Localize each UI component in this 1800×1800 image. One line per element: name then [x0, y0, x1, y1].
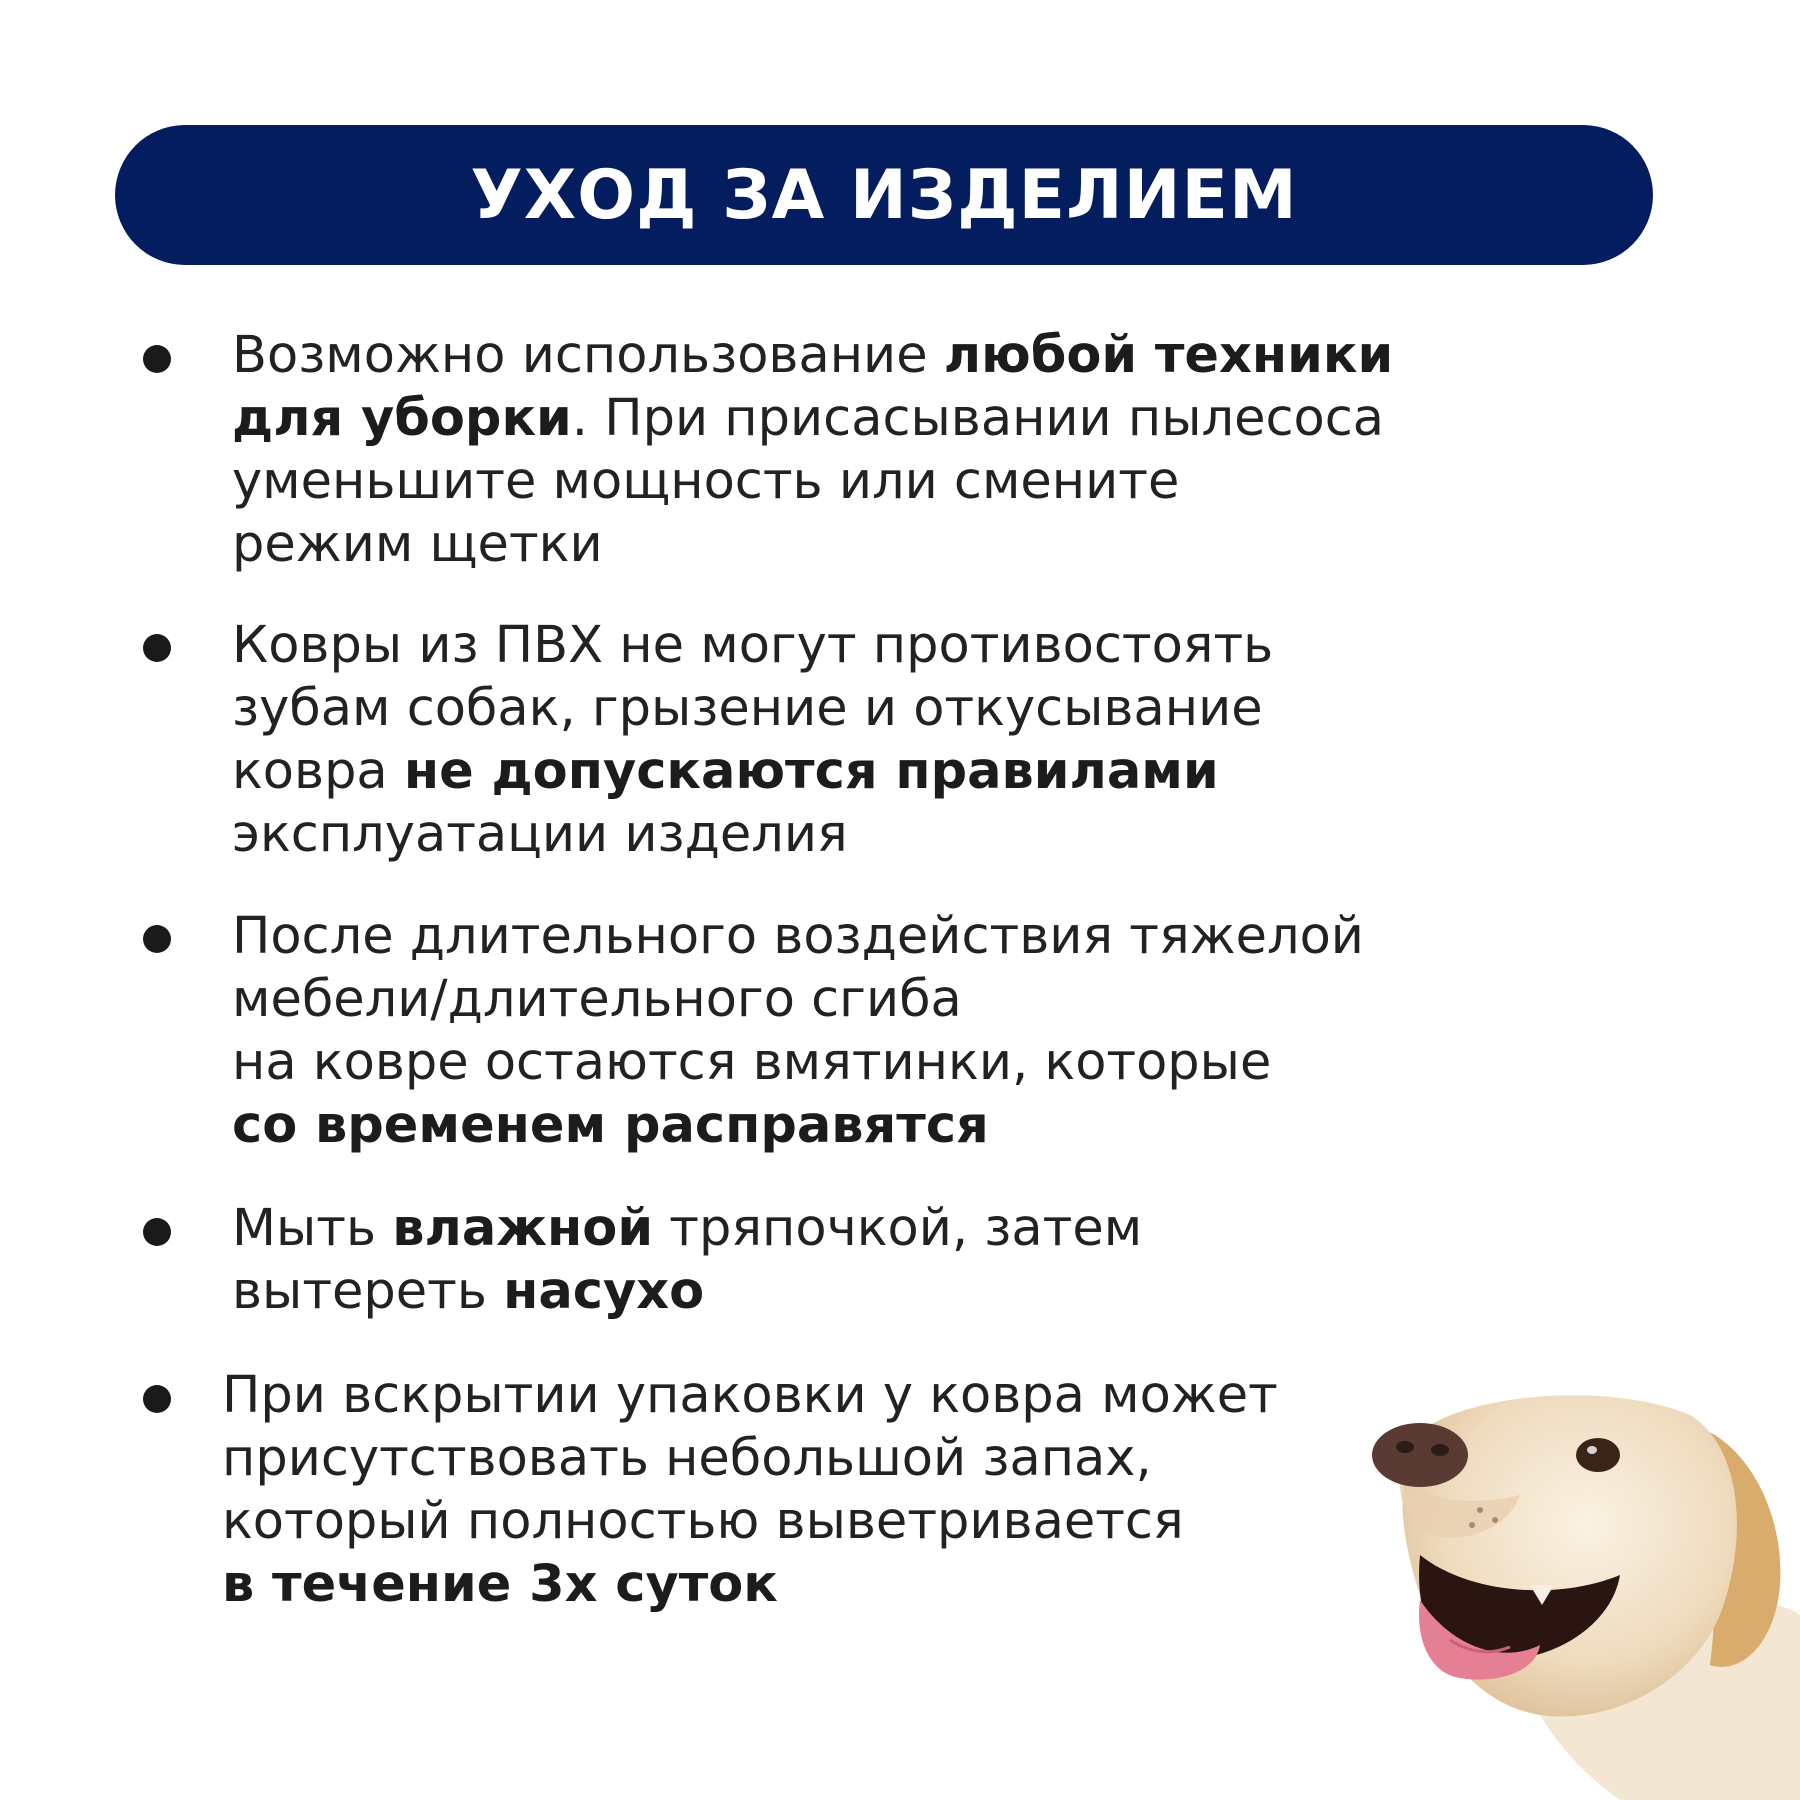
list-item-text [232, 1197, 1532, 1323]
dog-illustration [1360, 1385, 1800, 1800]
bullet-icon [143, 1385, 171, 1413]
item-text-bold: со временем расправятся [232, 1096, 989, 1155]
bullet-icon [143, 925, 171, 953]
page-title: УХОД ЗА ИЗДЕЛИЕМ [470, 155, 1298, 235]
item-text-bold: насухо [503, 1262, 705, 1321]
item-text-segment: вытереть [232, 1262, 504, 1321]
item-text-line: который полностью выветривается [222, 1492, 1184, 1551]
bullet-icon [143, 634, 171, 662]
item-text-line: уменьшите мощность или смените [232, 452, 1180, 511]
list-item-text [232, 905, 1532, 1157]
item-text-line: режим щетки [232, 515, 603, 574]
item-text-line: После длительного воздействия тяжелой [232, 907, 1364, 966]
item-text-line: При вскрытии упаковки у ковра может [222, 1366, 1278, 1425]
item-text-line: на ковре остаются вмятинки, которые [232, 1033, 1272, 1092]
item-text-line: Ковры из ПВХ не могут противостоять [232, 616, 1274, 675]
item-text-bold: не допускаются правилами [403, 742, 1219, 801]
item-text-segment: ковра [232, 742, 404, 801]
bullet-icon [143, 1218, 171, 1246]
list-item-text [232, 324, 1532, 576]
item-text-bold: любой техники [943, 326, 1394, 385]
list-item-text [232, 614, 1532, 866]
item-text-line: зубам собак, грызение и откусывание [232, 679, 1263, 738]
item-text-line: присутствовать небольшой запах, [222, 1429, 1152, 1488]
bullet-icon [143, 345, 171, 373]
item-text-segment: тряпочкой, затем [653, 1199, 1143, 1258]
item-text-bold: в течение 3х суток [222, 1555, 778, 1614]
list-item-text [222, 1364, 1382, 1616]
item-text-line: мебели/длительного сгиба [232, 970, 962, 1029]
item-text-bold: для уборки [232, 389, 572, 448]
item-text-segment: . При присасывании пылесоса [571, 389, 1385, 448]
header-banner [115, 125, 1653, 265]
item-text-segment: Мыть [232, 1199, 393, 1258]
item-text-segment: Возможно использование [232, 326, 944, 385]
item-text-line: эксплуатации изделия [232, 805, 848, 864]
item-text-bold: влажной [392, 1199, 654, 1258]
